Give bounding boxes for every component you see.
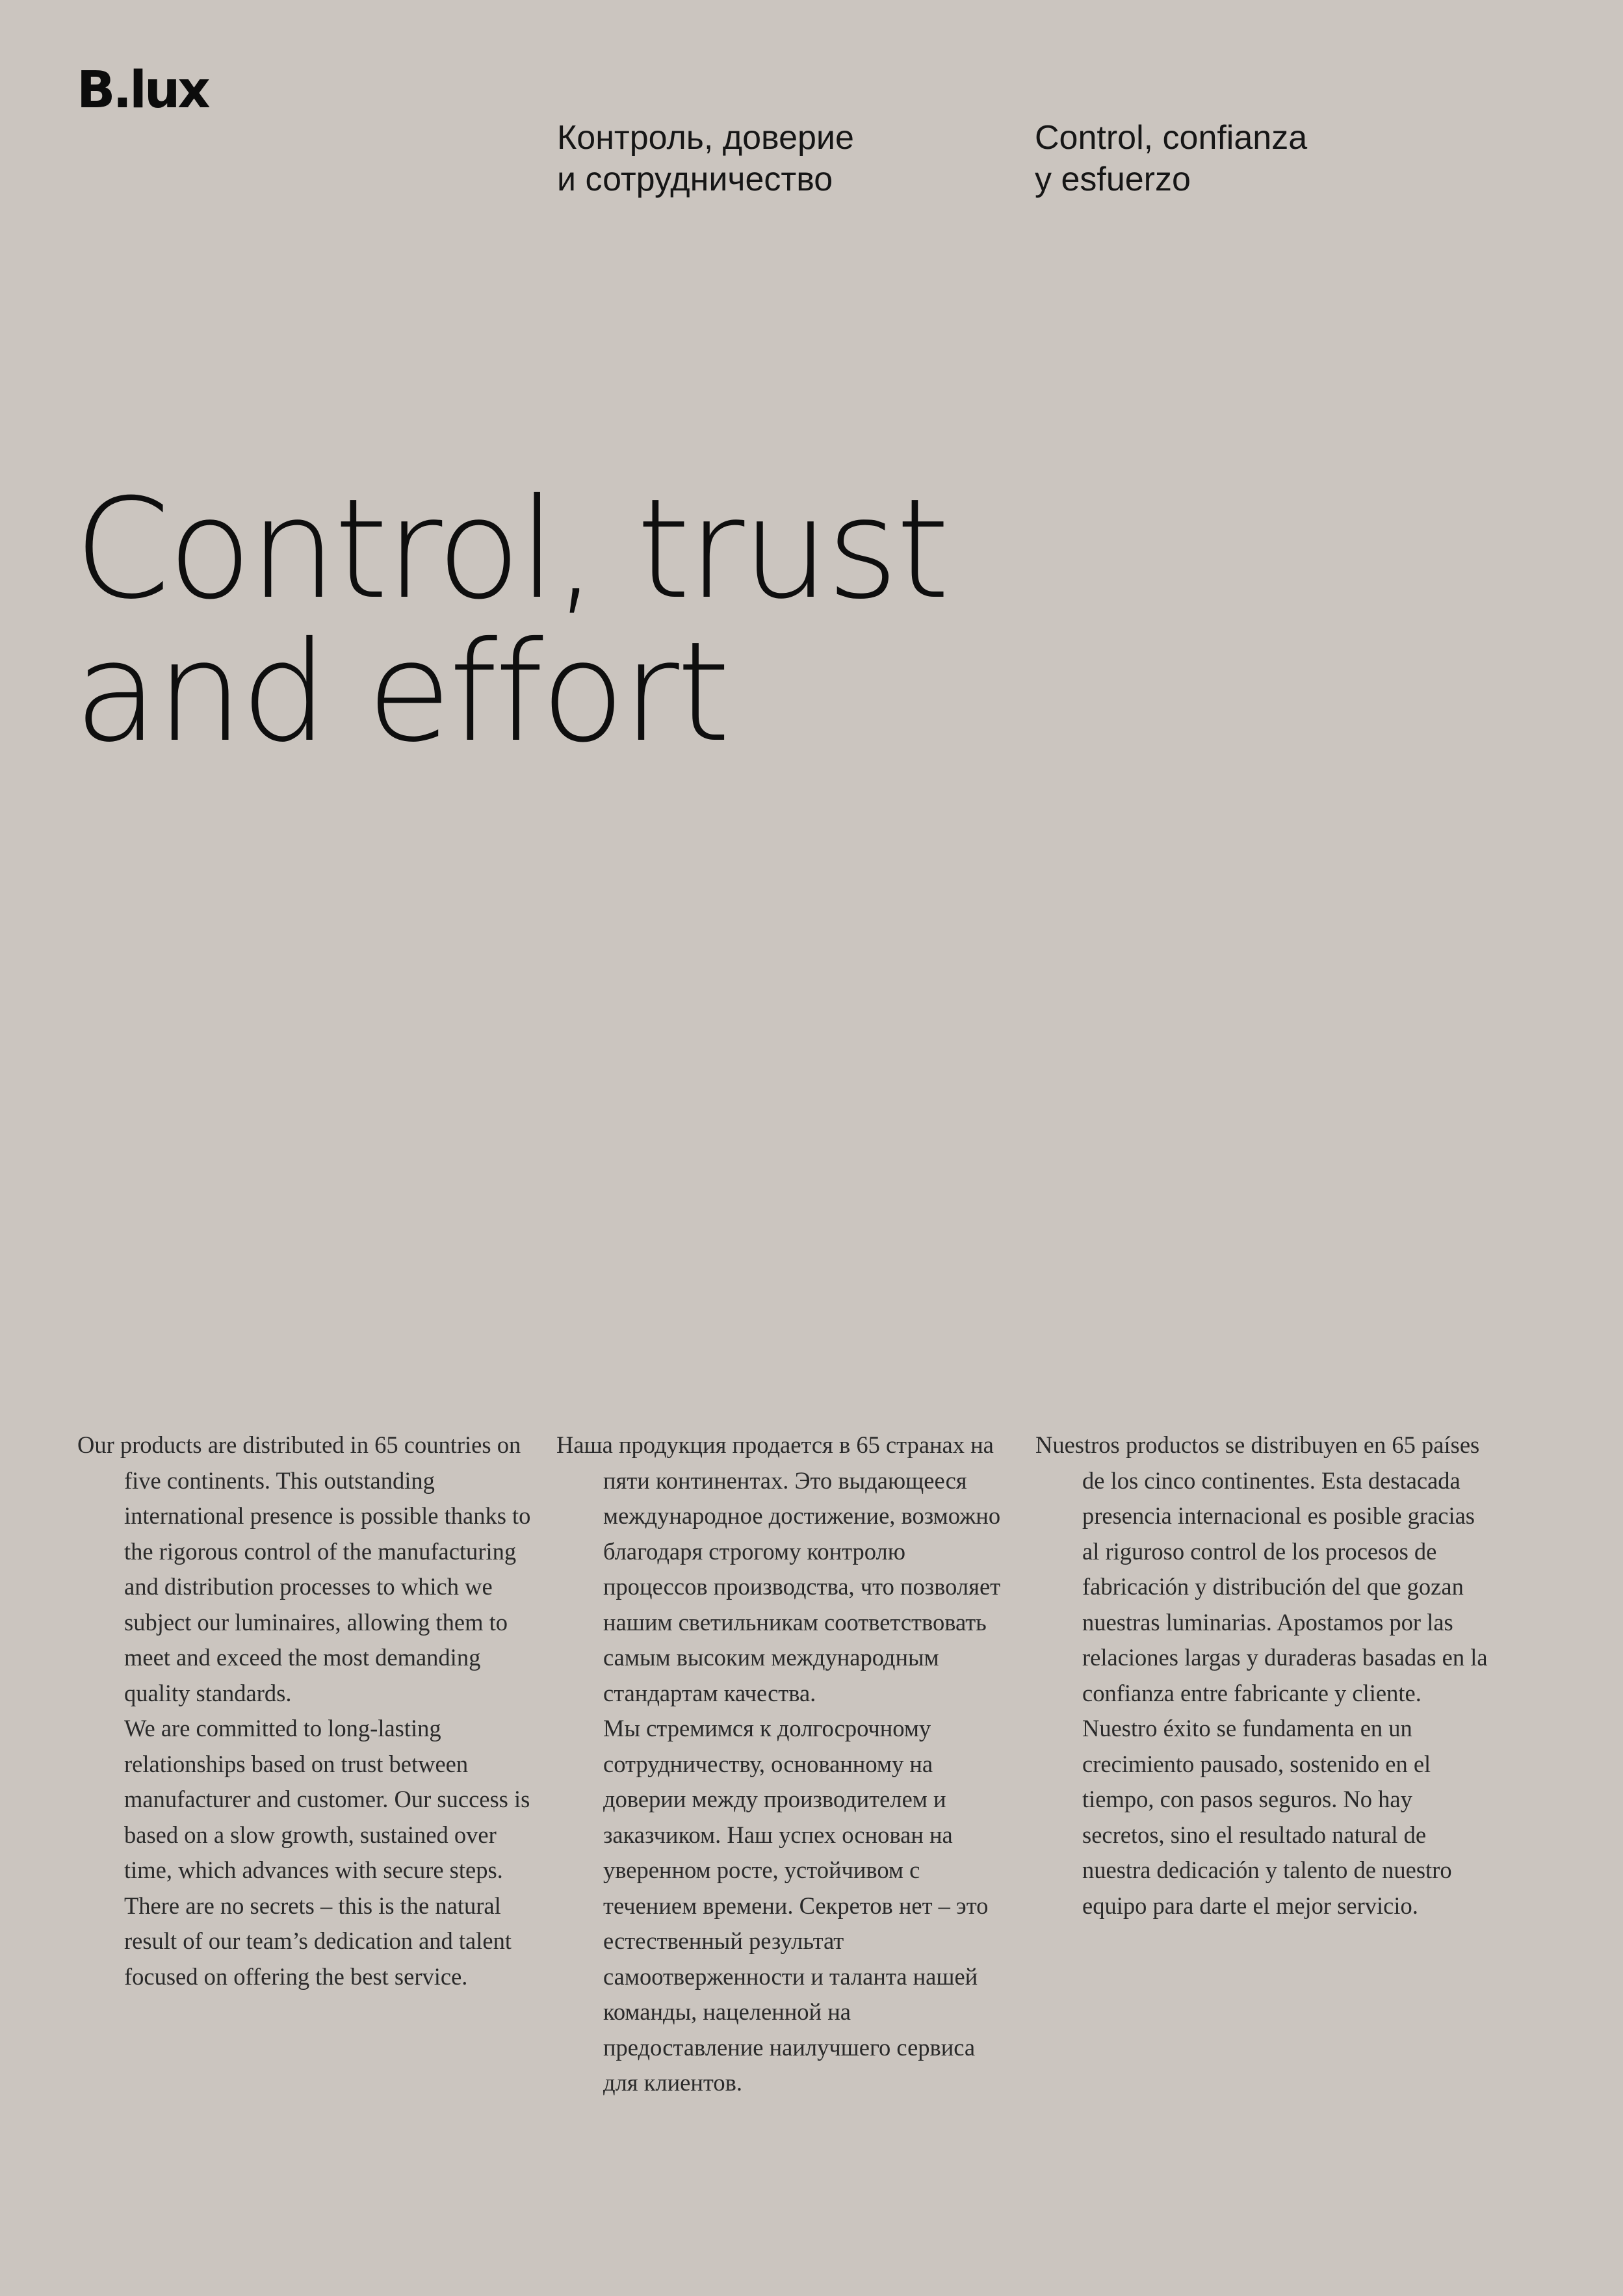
subtitle-russian: Контроль, доверие и сотрудничество bbox=[557, 119, 854, 198]
page-title: Control, trust and effort bbox=[74, 469, 948, 772]
body-column-russian bbox=[556, 1428, 1011, 2101]
paragraph: Мы стремимся к долгосрочному сотрудничеству, основанному на доверии между производителем и заказчиком. Наш успех основан на уверенном росте, устойчивом с течением времени. Секретов нет – это естественный результат самоотверженности и таланта нашей команды, нацеленной на предоставление наилучшего сервиса для клиентов. bbox=[603, 1715, 989, 2096]
subtitle-spanish: Control, confianza y esfuerzo bbox=[1035, 119, 1308, 198]
paragraph: Наша продукция продается в 65 странах на пяти континентах. Это выдающееся международное достижение, возможно благодаря строгому контролю процессов производства, что позволяет нашим светильникам соответствовать самым высоким международным стандартам качества. bbox=[556, 1431, 1001, 1706]
body-column-spanish bbox=[1035, 1428, 1490, 1924]
paragraph: Nuestros productos se distribuyen en 65 países de los cinco continentes. Esta destacada presencia internacional es posible gracias al riguroso control de los procesos de fabricación y distribución del que gozan nuestras luminarias. Apostamos por las relaciones largas y duraderas basadas en la confianza entre fabricante y cliente. Nuestro éxito se fundamenta en un crecimiento pausado, sostenido en el tiempo, con pasos seguros. No hay secretos, sino el resultado natural de nuestra dedicación y talento de nuestro equipo para darte el mejor servicio. bbox=[1035, 1431, 1488, 1919]
brand-logo: B.lux bbox=[77, 61, 208, 120]
paragraph: Our products are distributed in 65 countries on five continents. This outstanding international presence is possible thanks to the rigorous control of the manufacturing and distribution processes to which we subject our luminaires, allowing them to meet and exceed the most demanding quality standards. bbox=[77, 1431, 531, 1706]
paragraph: We are committed to long-lasting relationships based on trust between manufacturer and customer. Our success is based on a slow growth, sustained over time, which advances with secure steps. There are no secrets – this is the natural result of our team’s dedication and talent focused on offering the best service. bbox=[124, 1715, 530, 1990]
body-column-english bbox=[77, 1428, 532, 1994]
